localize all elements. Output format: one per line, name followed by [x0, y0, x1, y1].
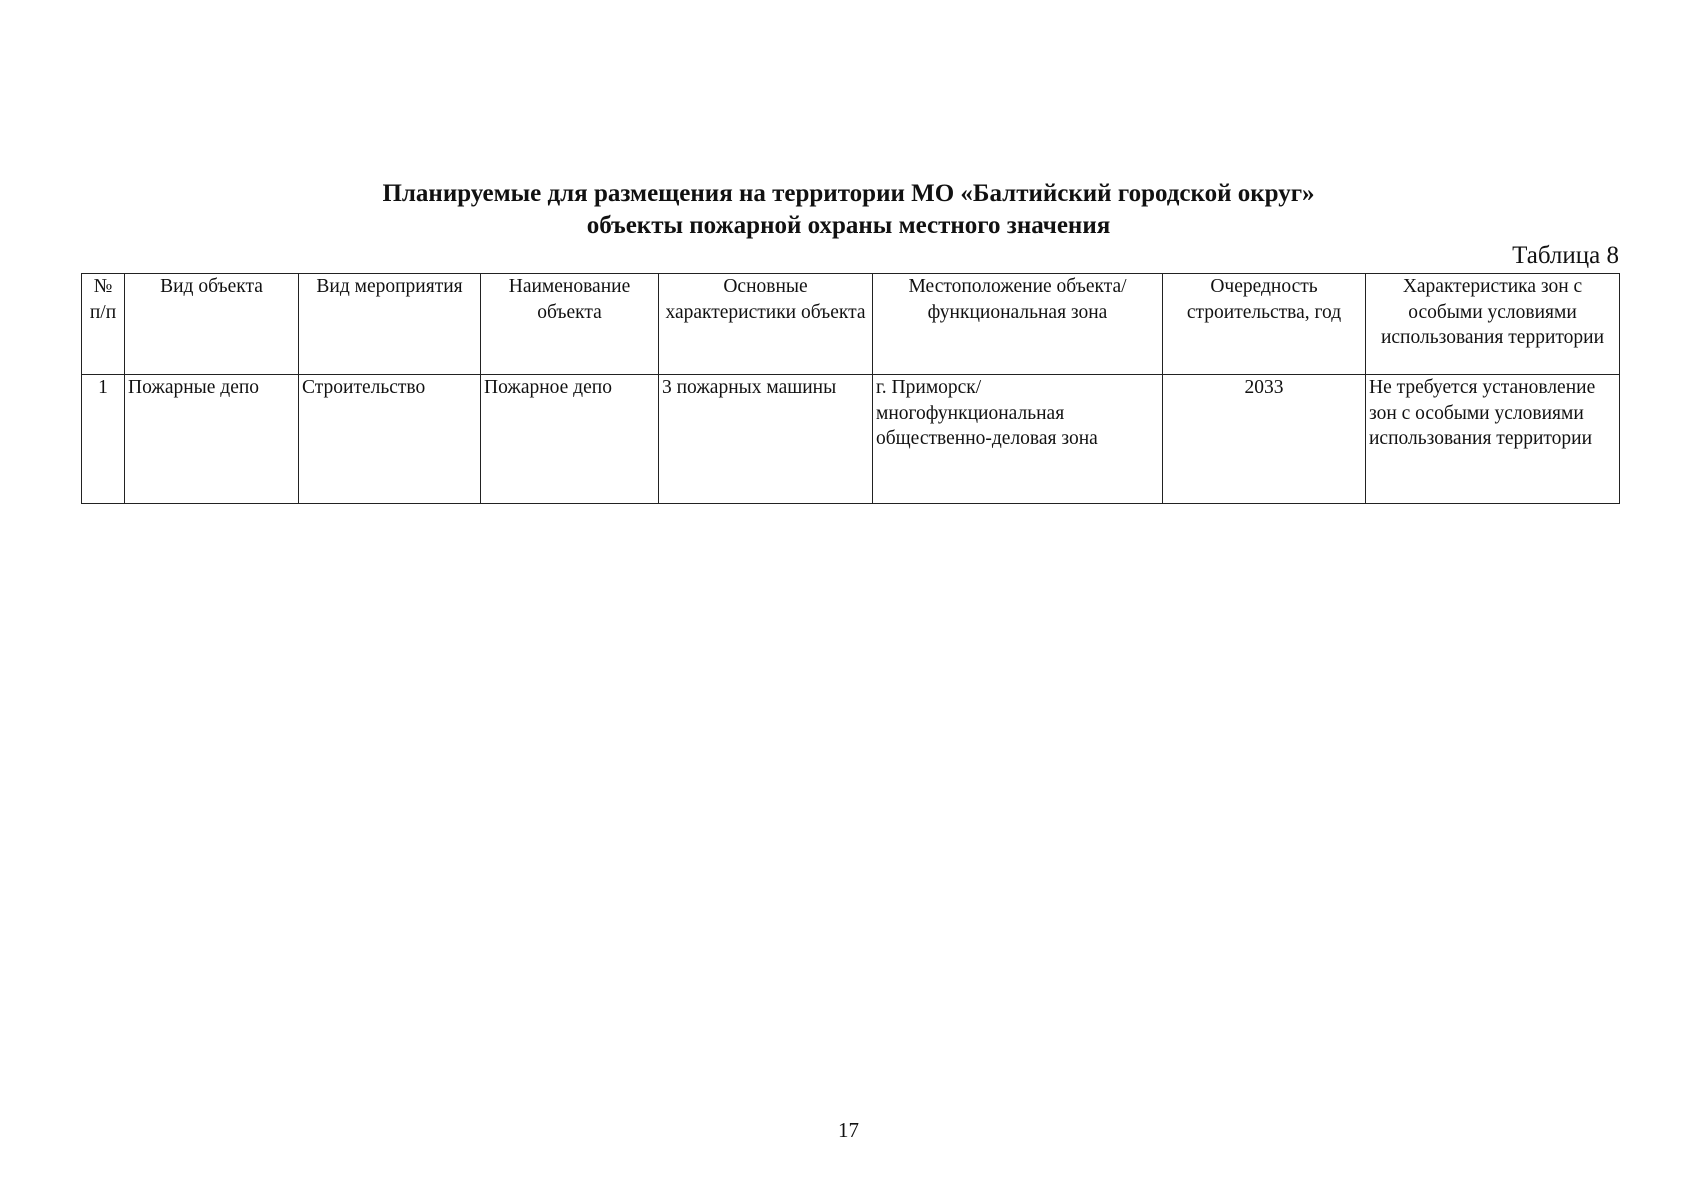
- table-caption: Таблица 8: [1512, 242, 1619, 269]
- header-special-zones: Характеристика зон с особыми условиями использования территории: [1366, 274, 1620, 375]
- header-number: № п/п: [82, 274, 125, 375]
- header-main-characteristics: Основные характеристики объекта: [659, 274, 873, 375]
- document-title-line-2: объекты пожарной охраны местного значения: [586, 212, 1111, 239]
- cell-special-zones: Не требуется установление зон с особыми условиями использования территории: [1366, 375, 1620, 504]
- header-object-type: Вид объекта: [125, 274, 299, 375]
- table-header-row: [82, 274, 1620, 375]
- cell-construction-year: 2033: [1163, 375, 1366, 504]
- document-title-line-1: Планируемые для размещения на территории МО «Балтийский городской округ»: [382, 180, 1315, 207]
- header-measure-type: Вид мероприятия: [299, 274, 481, 375]
- cell-main-characteristics: 3 пожарных машины: [659, 375, 873, 504]
- table-row: [82, 375, 1620, 504]
- page-number: 17: [838, 1118, 859, 1142]
- cell-number: 1: [82, 375, 125, 504]
- cell-object-type: Пожарные депо: [125, 375, 299, 504]
- header-location-zone: Местоположение объекта/ функциональная зона: [873, 274, 1163, 375]
- cell-object-name: Пожарное депо: [481, 375, 659, 504]
- header-construction-year: Очередность строительства, год: [1163, 274, 1366, 375]
- fire-protection-objects-table: [81, 273, 1620, 504]
- cell-location-zone: г. Приморск/ многофункциональная общественно-деловая зона: [873, 375, 1163, 504]
- cell-measure-type: Строительство: [299, 375, 481, 504]
- header-object-name: Наименование объекта: [481, 274, 659, 375]
